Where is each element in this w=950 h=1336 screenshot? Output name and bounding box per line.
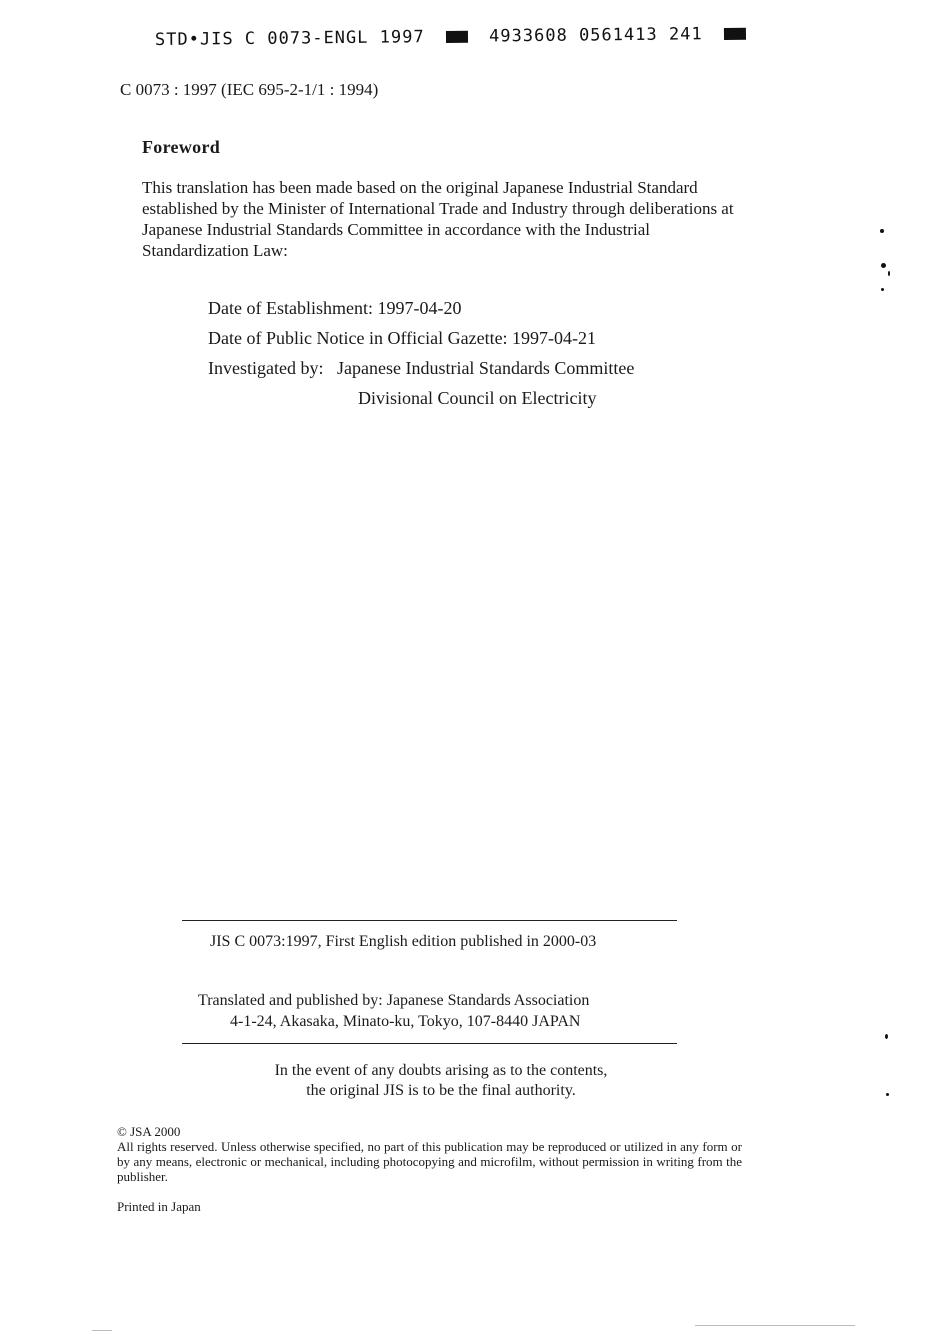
notice-line-2: the original JIS is to be the final authority.	[306, 1082, 576, 1099]
date-of-public-notice: Date of Public Notice in Official Gazette: 1997-04-21	[208, 328, 597, 348]
publisher-address: 4-1-24, Akasaka, Minato-ku, Tokyo, 107-8440 JAPAN	[230, 1013, 581, 1030]
scan-code-1: 4933608	[489, 25, 568, 47]
edition-line: JIS C 0073:1997, First English edition published in 2000-03	[210, 933, 597, 950]
rights-statement: All rights reserved. Unless otherwise specified, no part of this publication may be reproduced or utilized in any form or by any means, electronic or mechanical, including photocopying and microfilm, without permission in writing from the publisher.	[117, 1139, 742, 1184]
scan-header	[155, 24, 756, 50]
authority-notice	[182, 1061, 700, 1101]
divider-top	[182, 920, 677, 921]
translated-by: Translated and published by: Japanese Standards Association	[198, 992, 590, 1009]
date-of-establishment: Date of Establishment: 1997-04-20	[208, 298, 462, 318]
scan-code-3: 241	[668, 24, 703, 45]
scan-code-2: 0561413	[578, 24, 658, 46]
investigated-council: Divisional Council on Electricity	[358, 388, 597, 408]
scan-speck	[881, 288, 884, 291]
scan-speck	[886, 1093, 889, 1096]
printed-in: Printed in Japan	[117, 1199, 201, 1214]
notice-line-1: In the event of any doubts arising as to the contents,	[274, 1062, 608, 1079]
redaction-block-end	[724, 28, 746, 40]
redaction-block	[446, 31, 468, 43]
investigated-label: Investigated by:	[208, 358, 324, 378]
scan-line	[695, 1325, 855, 1326]
divider-bottom	[182, 1043, 677, 1044]
foreword-paragraph: This translation has been made based on the original Japanese Industrial Standard established by the Minister of International Trade and Industry through deliberations at Japanese Industrial Standards Committee in accordance with the Industrial Standardization Law:	[142, 178, 734, 260]
scan-line	[92, 1330, 112, 1331]
foreword-heading: Foreword	[142, 137, 221, 157]
scan-speck	[885, 1034, 888, 1039]
scan-header-left: STD•JIS C 0073-ENGL 1997	[154, 27, 425, 50]
scan-speck	[881, 263, 886, 268]
scan-speck	[880, 229, 884, 233]
scan-speck	[888, 271, 890, 276]
investigated-by	[208, 358, 634, 379]
document-id: C 0073 : 1997 (IEC 695-2-1/1 : 1994)	[120, 80, 379, 99]
investigated-committee: Japanese Industrial Standards Committee	[336, 358, 635, 378]
copyright: © JSA 2000	[117, 1124, 181, 1139]
